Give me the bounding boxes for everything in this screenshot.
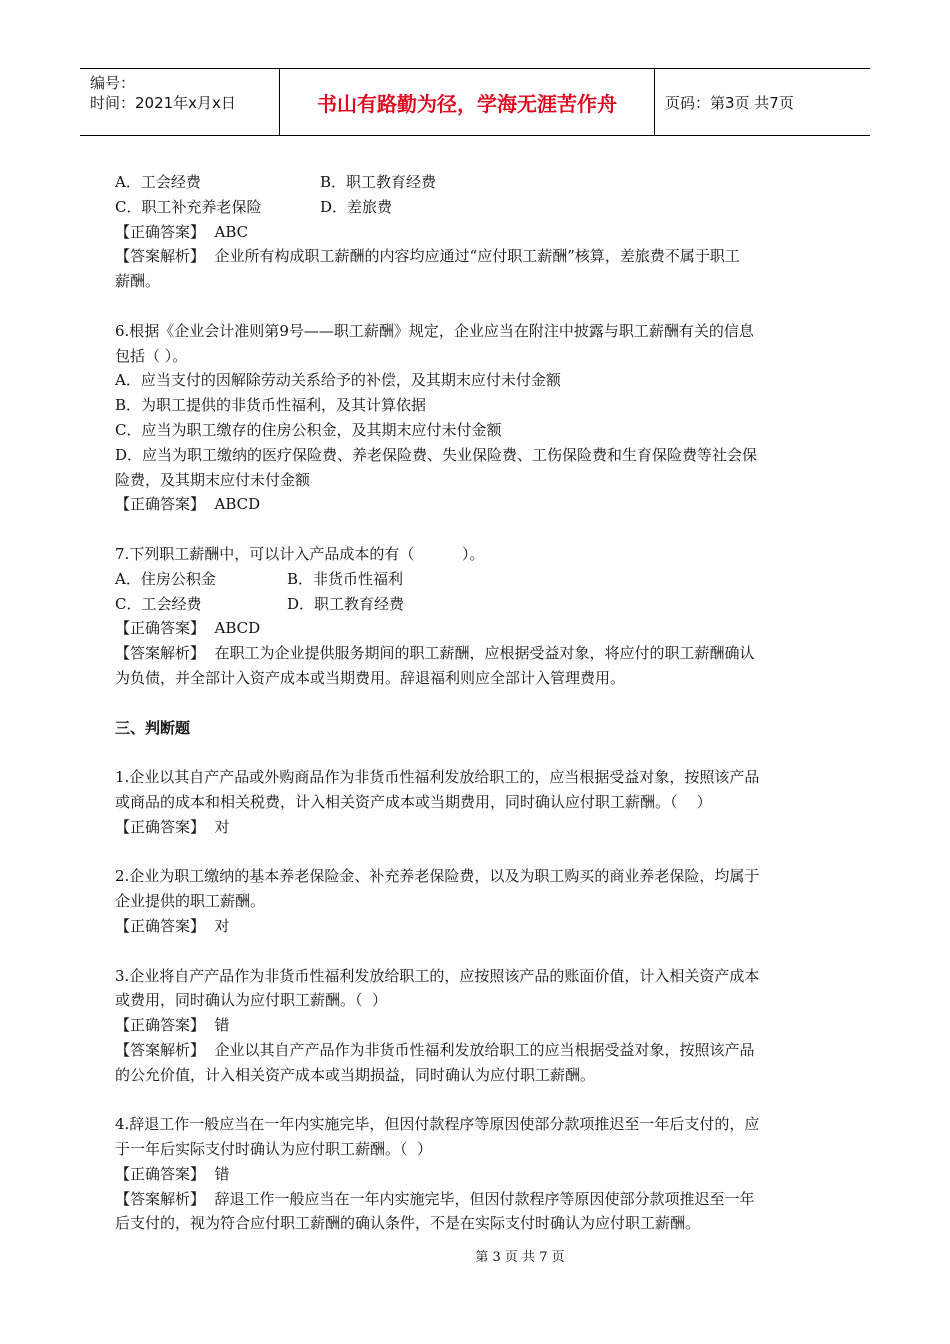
- correct-answer: 【正确答案】 对: [115, 916, 230, 935]
- answer-analysis: 【答案解析】 企业以其自产产品作为非货币性福利发放给职工的应当根据受益对象，按照该产品: [115, 1040, 755, 1059]
- option-d: D．应当为职工缴纳的医疗保险费、养老保险费、失业保险费、工伤保险费和生育保险费等社会保: [115, 445, 758, 464]
- option-a: A．工会经费: [115, 173, 201, 191]
- option-c: C．工会经费: [115, 594, 202, 613]
- option-b: B．为职工提供的非货币性福利，及其计算依据: [115, 396, 427, 415]
- answer-analysis: 【答案解析】 辞退工作一般应当在一年内实施完毕，但因付款程序等原因使部分款项推迟至一年: [115, 1189, 755, 1208]
- header-page-number: 页码：第3页 共7页: [665, 93, 794, 112]
- question-stem-cont: 包括（ ）。: [115, 346, 188, 365]
- answer-analysis-cont: 后支付的，视为符合应付职工薪酬的确认条件，不是在实际支付时确认为应付职工薪酬。: [115, 1214, 701, 1233]
- question-stem: 2.企业为职工缴纳的基本养老保险金、补充养老保险费，以及为职工购买的商业养老保险，均属于: [115, 867, 760, 886]
- question-stem: 4.辞退工作一般应当在一年内实施完毕，但因付款程序等原因使部分款项推迟至一年后支付的，应: [115, 1115, 760, 1134]
- option-row: [115, 170, 840, 195]
- option-b: B．非货币性福利: [287, 569, 404, 588]
- correct-answer: 【正确答案】 错: [115, 1016, 230, 1035]
- answer-analysis-cont: 为负债，并全部计入资产成本或当期费用。辞退福利则应全部计入管理费用。: [115, 668, 626, 687]
- header-motto: 书山有路勤为径，学海无涯苦作舟: [280, 69, 655, 135]
- question-stem-cont: 企业提供的职工薪酬。: [115, 892, 266, 911]
- correct-answer: 【正确答案】 ABCD: [115, 619, 261, 638]
- document-body: [115, 170, 840, 1236]
- header-meta: [80, 69, 280, 135]
- answer-analysis-cont: 的公允价值，计入相关资产成本或当期损益，同时确认为应付职工薪酬。: [115, 1065, 596, 1084]
- correct-answer: 【正确答案】 对: [115, 817, 230, 836]
- question-stem-cont: 或费用，同时确认为应付职工薪酬。（ ）: [115, 991, 388, 1010]
- page-footer: 第 3 页 共 7 页: [475, 1250, 565, 1265]
- section-title: 三、判断题: [115, 718, 191, 737]
- question-stem: 7.下列职工薪酬中，可以计入产品成本的有（ ）。: [115, 544, 485, 563]
- question-stem: 1.企业以其自产产品或外购商品作为非货币性福利发放给职工的，应当根据受益对象，按照该产品: [115, 768, 760, 787]
- option-row: [115, 195, 840, 220]
- question-stem-cont: 或商品的成本和相关税费，计入相关资产成本或当期费用，同时确认应付职工薪酬。（ ）: [115, 792, 712, 811]
- option-row: [115, 592, 840, 617]
- question-stem: 6.根据《企业会计准则第9号——职工薪酬》规定，企业应当在附注中披露与职工薪酬有关的信息: [115, 321, 754, 340]
- option-a: A．住房公积金: [115, 569, 216, 588]
- option-c: C．应当为职工缴存的住房公积金，及其期末应付未付金额: [115, 420, 502, 439]
- correct-answer: 【正确答案】 ABC: [115, 222, 249, 241]
- option-b: B．职工教育经费: [320, 173, 437, 191]
- code-label: 编号：: [90, 74, 136, 92]
- correct-answer: 【正确答案】 错: [115, 1164, 230, 1183]
- answer-analysis: 【答案解析】 在职工为企业提供服务期间的职工薪酬，应根据受益对象，将应付的职工薪酬确认: [115, 644, 755, 663]
- answer-analysis: 【答案解析】 企业所有构成职工薪酬的内容均应通过“应付职工薪酬”核算，差旅费不属于职工: [115, 247, 740, 266]
- option-d: D．职工教育经费: [287, 594, 405, 613]
- correct-answer: 【正确答案】 ABCD: [115, 495, 261, 514]
- date-label: 时间：2021年x月x日: [90, 94, 236, 112]
- page-header: [80, 68, 870, 136]
- option-d-cont: 险费，及其期末应付未付金额: [115, 470, 311, 489]
- option-a: A．应当支付的因解除劳动关系给予的补偿，及其期末应付未付金额: [115, 371, 561, 390]
- question-stem-cont: 于一年后实际支付时确认为应付职工薪酬。（ ）: [115, 1140, 433, 1159]
- answer-analysis-cont: 薪酬。: [115, 272, 161, 291]
- question-stem: 3.企业将自产产品作为非货币性福利发放给职工的，应按照该产品的账面价值，计入相关资产成本: [115, 966, 760, 985]
- option-d: D．差旅费: [320, 197, 393, 216]
- option-c: C．职工补充养老保险: [115, 197, 262, 216]
- option-row: [115, 567, 840, 592]
